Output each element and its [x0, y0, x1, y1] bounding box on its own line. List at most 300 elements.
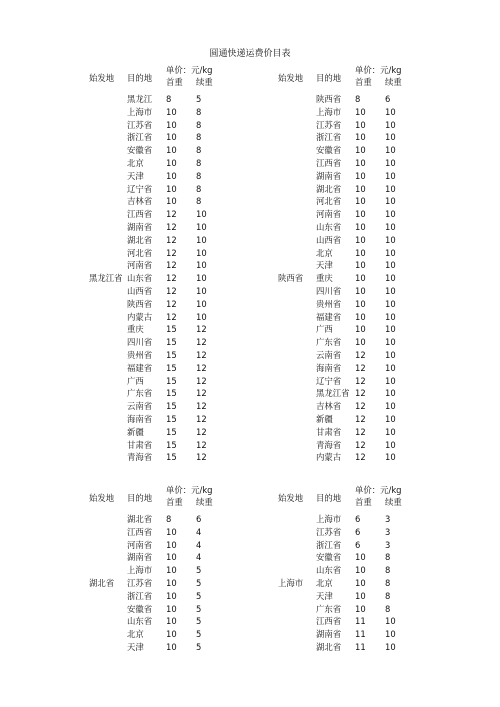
continued-weight-cell: 10 — [196, 298, 207, 309]
first-weight-cell: 6 — [355, 526, 361, 537]
destination-cell: 天津 — [127, 170, 144, 181]
continued-weight-cell: 10 — [385, 362, 396, 373]
first-weight-cell: 12 — [355, 426, 366, 437]
table-row — [89, 387, 279, 400]
table-body — [89, 93, 279, 464]
destination-cell: 云南省 — [127, 401, 153, 412]
first-weight-cell: 10 — [355, 196, 366, 207]
destination-cell: 云南省 — [316, 349, 342, 360]
continued-weight-cell: 10 — [385, 183, 396, 194]
continued-weight-cell: 10 — [196, 311, 207, 322]
first-weight-cell: 10 — [166, 526, 177, 537]
destination-cell: 天津 — [316, 260, 333, 271]
table-row — [89, 526, 279, 539]
continued-weight-cell: 10 — [385, 273, 396, 284]
table-row — [89, 323, 279, 336]
first-weight-cell: 12 — [355, 401, 366, 412]
table-row — [278, 106, 468, 119]
continued-weight-cell: 10 — [385, 145, 396, 156]
first-weight-cell: 10 — [166, 106, 177, 117]
table-row — [278, 641, 468, 654]
table-row — [278, 183, 468, 196]
first-weight-cell: 10 — [355, 552, 366, 563]
continued-weight-cell: 8 — [196, 157, 202, 168]
table-row — [278, 119, 468, 132]
header-origin: 始发地 — [89, 73, 115, 83]
header-destination: 目的地 — [316, 73, 342, 83]
table-row — [89, 234, 279, 247]
table-row — [278, 603, 468, 616]
continued-weight-cell: 8 — [385, 552, 391, 563]
continued-weight-cell: 6 — [196, 514, 202, 524]
continued-weight-cell: 3 — [385, 539, 391, 550]
destination-cell: 广东省 — [127, 388, 153, 399]
continued-weight-cell: 10 — [385, 324, 396, 335]
table-row — [278, 628, 468, 641]
continued-weight-cell: 10 — [196, 260, 207, 271]
destination-cell: 北京 — [127, 157, 144, 168]
table-row — [89, 247, 279, 260]
destination-cell: 江西省 — [127, 209, 153, 220]
table-row — [89, 336, 279, 349]
first-weight-cell: 15 — [166, 401, 177, 412]
continued-weight-cell: 10 — [196, 221, 207, 232]
continued-weight-cell: 4 — [196, 526, 202, 537]
destination-cell: 浙江省 — [127, 590, 153, 601]
table-row — [89, 272, 279, 285]
header-destination: 目的地 — [127, 73, 153, 83]
continued-weight-cell: 10 — [385, 234, 396, 245]
table-row — [278, 247, 468, 260]
table-row — [89, 119, 279, 132]
first-weight-cell: 10 — [355, 324, 366, 335]
first-weight-cell: 10 — [355, 106, 366, 117]
first-weight-cell: 15 — [166, 452, 177, 463]
destination-cell: 上海市 — [316, 514, 342, 524]
destination-cell: 青海省 — [316, 439, 342, 450]
destination-cell: 重庆 — [127, 324, 144, 335]
table-row — [278, 526, 468, 539]
first-weight-cell: 10 — [355, 234, 366, 245]
table-row — [278, 413, 468, 426]
table-row — [89, 208, 279, 221]
table-row — [278, 349, 468, 362]
origin-cell: 上海市 — [278, 577, 304, 588]
destination-cell: 江西省 — [316, 157, 342, 168]
table-row — [89, 157, 279, 170]
destination-cell: 四川省 — [316, 285, 342, 296]
table-body — [89, 513, 279, 654]
destination-cell: 青海省 — [127, 452, 153, 463]
destination-cell: 河北省 — [316, 196, 342, 207]
first-weight-cell: 10 — [355, 260, 366, 271]
first-weight-cell: 12 — [166, 234, 177, 245]
destination-cell: 新疆 — [127, 426, 144, 437]
continued-weight-cell: 12 — [196, 413, 207, 424]
header-unit-price: 单价：元/kg — [166, 485, 213, 495]
table-header — [278, 484, 468, 510]
table-row — [278, 93, 468, 106]
continued-weight-cell: 10 — [385, 157, 396, 168]
table-row — [89, 413, 279, 426]
continued-weight-cell: 10 — [385, 260, 396, 271]
continued-weight-cell: 3 — [385, 526, 391, 537]
destination-cell: 浙江省 — [316, 132, 342, 143]
destination-cell: 重庆 — [316, 273, 333, 284]
first-weight-cell: 10 — [166, 132, 177, 143]
destination-cell: 江苏省 — [316, 119, 342, 130]
continued-weight-cell: 12 — [196, 324, 207, 335]
table-row — [89, 375, 279, 388]
table-header — [278, 64, 468, 90]
continued-weight-cell: 4 — [196, 552, 202, 563]
header-unit-price: 单价：元/kg — [355, 485, 402, 495]
first-weight-cell: 10 — [355, 577, 366, 588]
destination-cell: 辽宁省 — [127, 183, 153, 194]
table-row — [89, 106, 279, 119]
first-weight-cell: 15 — [166, 413, 177, 424]
continued-weight-cell: 10 — [385, 452, 396, 463]
table-row — [89, 170, 279, 183]
table-row — [89, 426, 279, 439]
first-weight-cell: 10 — [166, 196, 177, 207]
table-row — [278, 439, 468, 452]
continued-weight-cell: 10 — [196, 209, 207, 220]
first-weight-cell: 15 — [166, 362, 177, 373]
first-weight-cell: 12 — [355, 413, 366, 424]
table-row — [278, 311, 468, 324]
destination-cell: 新疆 — [316, 413, 333, 424]
destination-cell: 北京 — [127, 629, 144, 640]
continued-weight-cell: 5 — [196, 641, 202, 652]
destination-cell: 上海市 — [127, 106, 153, 117]
destination-cell: 贵州省 — [316, 298, 342, 309]
first-weight-cell: 12 — [166, 221, 177, 232]
first-weight-cell: 12 — [166, 273, 177, 284]
destination-cell: 黑龙江 — [127, 94, 153, 104]
header-continued-weight: 续重 — [385, 497, 402, 507]
destination-cell: 安徽省 — [316, 552, 342, 563]
header-first-weight: 首重 — [166, 497, 183, 507]
first-weight-cell: 12 — [355, 439, 366, 450]
continued-weight-cell: 10 — [385, 375, 396, 386]
continued-weight-cell: 10 — [385, 439, 396, 450]
header-continued-weight: 续重 — [196, 77, 213, 87]
continued-weight-cell: 10 — [385, 426, 396, 437]
first-weight-cell: 15 — [166, 349, 177, 360]
table-header — [89, 64, 279, 90]
destination-cell: 江苏省 — [316, 526, 342, 537]
destination-cell: 广东省 — [316, 337, 342, 348]
destination-cell: 北京 — [316, 577, 333, 588]
destination-cell: 山东省 — [316, 565, 342, 576]
first-weight-cell: 10 — [355, 311, 366, 322]
first-weight-cell: 10 — [355, 132, 366, 143]
destination-cell: 河南省 — [316, 209, 342, 220]
table-row — [89, 144, 279, 157]
table-row — [89, 183, 279, 196]
continued-weight-cell: 12 — [196, 337, 207, 348]
destination-cell: 浙江省 — [127, 132, 153, 143]
first-weight-cell: 10 — [355, 273, 366, 284]
table-row — [89, 362, 279, 375]
table-row — [278, 564, 468, 577]
first-weight-cell: 10 — [166, 119, 177, 130]
table-row — [89, 439, 279, 452]
table-row — [89, 564, 279, 577]
continued-weight-cell: 8 — [196, 132, 202, 143]
first-weight-cell: 15 — [166, 388, 177, 399]
first-weight-cell: 10 — [166, 539, 177, 550]
continued-weight-cell: 10 — [385, 247, 396, 258]
table-row — [278, 590, 468, 603]
first-weight-cell: 10 — [166, 157, 177, 168]
first-weight-cell: 10 — [355, 119, 366, 130]
header-continued-weight: 续重 — [385, 77, 402, 87]
table-row — [89, 551, 279, 564]
destination-cell: 贵州省 — [127, 349, 153, 360]
first-weight-cell: 8 — [355, 94, 361, 104]
destination-cell: 河北省 — [127, 247, 153, 258]
continued-weight-cell: 10 — [385, 629, 396, 640]
destination-cell: 山东省 — [127, 273, 153, 284]
destination-cell: 内蒙古 — [127, 311, 153, 322]
destination-cell: 吉林省 — [316, 401, 342, 412]
origin-cell: 湖北省 — [89, 577, 115, 588]
table-row — [89, 615, 279, 628]
table-row — [278, 375, 468, 388]
destination-cell: 内蒙古 — [316, 452, 342, 463]
first-weight-cell: 15 — [166, 426, 177, 437]
destination-cell: 山西省 — [127, 285, 153, 296]
destination-cell: 北京 — [316, 247, 333, 258]
destination-cell: 陕西省 — [127, 298, 153, 309]
first-weight-cell: 12 — [355, 362, 366, 373]
table-row — [278, 285, 468, 298]
header-first-weight: 首重 — [166, 77, 183, 87]
destination-cell: 浙江省 — [316, 539, 342, 550]
header-first-weight: 首重 — [355, 497, 372, 507]
table-row — [89, 590, 279, 603]
destination-cell: 河南省 — [127, 260, 153, 271]
first-weight-cell: 10 — [355, 247, 366, 258]
header-unit-price: 单价：元/kg — [166, 65, 213, 75]
continued-weight-cell: 10 — [196, 247, 207, 258]
continued-weight-cell: 12 — [196, 349, 207, 360]
table-row — [89, 93, 279, 106]
table-row — [89, 131, 279, 144]
header-origin: 始发地 — [278, 493, 304, 503]
first-weight-cell: 15 — [166, 324, 177, 335]
first-weight-cell: 6 — [355, 514, 361, 524]
destination-cell: 福建省 — [316, 311, 342, 322]
first-weight-cell: 10 — [355, 145, 366, 156]
destination-cell: 河南省 — [127, 539, 153, 550]
continued-weight-cell: 5 — [196, 629, 202, 640]
continued-weight-cell: 12 — [196, 401, 207, 412]
first-weight-cell: 10 — [166, 145, 177, 156]
origin-cell: 黑龙江省 — [89, 273, 123, 284]
table-row — [278, 259, 468, 272]
continued-weight-cell: 10 — [385, 106, 396, 117]
header-origin: 始发地 — [89, 493, 115, 503]
continued-weight-cell: 8 — [196, 170, 202, 181]
first-weight-cell: 10 — [355, 209, 366, 220]
destination-cell: 四川省 — [127, 337, 153, 348]
first-weight-cell: 10 — [166, 565, 177, 576]
destination-cell: 上海市 — [316, 106, 342, 117]
destination-cell: 湖南省 — [316, 629, 342, 640]
destination-cell: 黑龙江省 — [316, 388, 350, 399]
destination-cell: 广西 — [127, 375, 144, 386]
continued-weight-cell: 10 — [385, 311, 396, 322]
destination-cell: 天津 — [316, 590, 333, 601]
first-weight-cell: 10 — [355, 337, 366, 348]
destination-cell: 天津 — [127, 641, 144, 652]
first-weight-cell: 11 — [355, 629, 366, 640]
table-row — [278, 298, 468, 311]
first-weight-cell: 10 — [355, 170, 366, 181]
header-destination: 目的地 — [127, 493, 153, 503]
table-header — [89, 484, 279, 510]
destination-cell: 海南省 — [316, 362, 342, 373]
first-weight-cell: 15 — [166, 375, 177, 386]
table-row — [89, 628, 279, 641]
continued-weight-cell: 10 — [385, 221, 396, 232]
destination-cell: 湖南省 — [127, 221, 153, 232]
continued-weight-cell: 5 — [196, 94, 202, 104]
first-weight-cell: 12 — [166, 247, 177, 258]
first-weight-cell: 10 — [355, 565, 366, 576]
table-row — [278, 551, 468, 564]
first-weight-cell: 10 — [166, 616, 177, 627]
table-row — [89, 259, 279, 272]
first-weight-cell: 11 — [355, 641, 366, 652]
first-weight-cell: 10 — [166, 552, 177, 563]
continued-weight-cell: 8 — [385, 603, 391, 614]
continued-weight-cell: 10 — [385, 641, 396, 652]
first-weight-cell: 10 — [166, 641, 177, 652]
first-weight-cell: 10 — [166, 603, 177, 614]
table-row — [89, 298, 279, 311]
destination-cell: 广西 — [316, 324, 333, 335]
continued-weight-cell: 5 — [196, 565, 202, 576]
first-weight-cell: 15 — [166, 439, 177, 450]
continued-weight-cell: 10 — [385, 132, 396, 143]
table-row — [89, 195, 279, 208]
destination-cell: 湖南省 — [127, 552, 153, 563]
destination-cell: 福建省 — [127, 362, 153, 373]
table-row — [89, 285, 279, 298]
destination-cell: 陕西省 — [316, 94, 342, 104]
first-weight-cell: 8 — [166, 94, 172, 104]
table-row — [278, 426, 468, 439]
table-row — [278, 221, 468, 234]
first-weight-cell: 10 — [355, 298, 366, 309]
first-weight-cell: 12 — [355, 349, 366, 360]
first-weight-cell: 8 — [166, 514, 172, 524]
continued-weight-cell: 10 — [385, 413, 396, 424]
table-row — [278, 208, 468, 221]
first-weight-cell: 12 — [355, 388, 366, 399]
table-row — [278, 336, 468, 349]
destination-cell: 安徽省 — [127, 603, 153, 614]
header-origin: 始发地 — [278, 73, 304, 83]
destination-cell: 辽宁省 — [316, 375, 342, 386]
origin-cell: 陕西省 — [278, 273, 304, 284]
destination-cell: 山西省 — [316, 234, 342, 245]
first-weight-cell: 10 — [355, 157, 366, 168]
continued-weight-cell: 8 — [196, 106, 202, 117]
first-weight-cell: 12 — [166, 298, 177, 309]
table-row — [89, 641, 279, 654]
continued-weight-cell: 12 — [196, 452, 207, 463]
table-row — [278, 170, 468, 183]
first-weight-cell: 15 — [166, 337, 177, 348]
table-row — [89, 513, 279, 526]
continued-weight-cell: 3 — [385, 514, 391, 524]
table-row — [278, 400, 468, 413]
table-row — [89, 539, 279, 552]
first-weight-cell: 10 — [166, 629, 177, 640]
destination-cell: 山东省 — [127, 616, 153, 627]
continued-weight-cell: 12 — [196, 362, 207, 373]
first-weight-cell: 6 — [355, 539, 361, 550]
table-row — [278, 131, 468, 144]
table-row — [89, 221, 279, 234]
first-weight-cell: 12 — [166, 209, 177, 220]
first-weight-cell: 12 — [166, 285, 177, 296]
destination-cell: 吉林省 — [127, 196, 153, 207]
continued-weight-cell: 10 — [385, 401, 396, 412]
table-row — [278, 157, 468, 170]
table-row — [278, 451, 468, 464]
destination-cell: 江苏省 — [127, 119, 153, 130]
continued-weight-cell: 10 — [196, 285, 207, 296]
continued-weight-cell: 4 — [196, 539, 202, 550]
destination-cell: 湖南省 — [316, 170, 342, 181]
continued-weight-cell: 12 — [196, 388, 207, 399]
continued-weight-cell: 8 — [385, 565, 391, 576]
continued-weight-cell: 10 — [196, 273, 207, 284]
table-row — [278, 195, 468, 208]
table-row — [278, 234, 468, 247]
continued-weight-cell: 8 — [196, 145, 202, 156]
header-first-weight: 首重 — [355, 77, 372, 87]
table-row — [278, 577, 468, 590]
continued-weight-cell: 10 — [385, 349, 396, 360]
first-weight-cell: 10 — [355, 590, 366, 601]
destination-cell: 海南省 — [127, 413, 153, 424]
table-row — [89, 311, 279, 324]
continued-weight-cell: 5 — [196, 616, 202, 627]
table-row — [278, 144, 468, 157]
first-weight-cell: 12 — [166, 311, 177, 322]
destination-cell: 湖北省 — [127, 514, 153, 524]
table-row — [89, 603, 279, 616]
table-row — [278, 323, 468, 336]
header-destination: 目的地 — [316, 493, 342, 503]
first-weight-cell: 10 — [355, 183, 366, 194]
table-row — [278, 539, 468, 552]
continued-weight-cell: 10 — [385, 209, 396, 220]
first-weight-cell: 10 — [166, 183, 177, 194]
destination-cell: 甘肃省 — [127, 439, 153, 450]
continued-weight-cell: 10 — [196, 234, 207, 245]
destination-cell: 安徽省 — [127, 145, 153, 156]
continued-weight-cell: 10 — [385, 616, 396, 627]
destination-cell: 湖北省 — [127, 234, 153, 245]
